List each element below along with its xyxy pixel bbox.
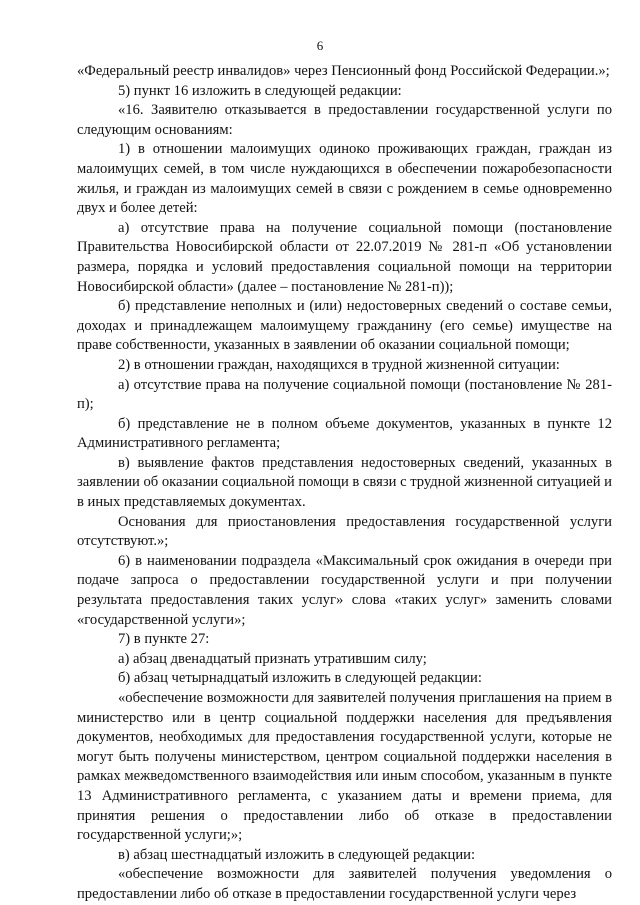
paragraph: 7) в пункте 27: [118,631,210,648]
paragraph: б) представление неполных и (или) недостоверных сведений о составе семьи, доходах и принадлежащем малоимущему гражданину (его семье) имуществе на праве собственности, указанных в заявлении об оказании социальной помощи; [77,298,612,354]
paragraph: б) абзац четырнадцатый изложить в следующей редакции: [118,670,482,687]
paragraph: в) абзац шестнадцатый изложить в следующей редакции: [118,846,476,863]
paragraph: а) отсутствие права на получение социальной помощи (постановление № 281-п); [77,376,612,413]
page-number: 6 [316,38,324,53]
paragraph: 1) в отношении малоимущих одиноко проживающих граждан, граждан из малоимущих семей, в том числе нуждающихся в обеспечении пожаробезопасности жилья, и граждан из малоимущих семей в связи с рождением в семье одновременно двух и более детей: [77,141,612,217]
paragraph: «Федеральный реестр инвалидов» через Пенсионный фонд Российской Федерации.»; [77,63,610,79]
paragraph: 5) пункт 16 изложить в следующей редакции: [118,82,402,99]
paragraph: в) выявление фактов представления недостоверных сведений, указанных в заявлении об оказании социальной помощи в связи с трудной жизненной ситуацией и в иных представляемых документах. [77,454,612,511]
paragraph: а) отсутствие права на получение социальной помощи (постановление Правительства Новосибирской области от 22.07.2019 № 281-п «Об установлении размера, порядка и условий предоставления социальной помощи на территории Новосибирской области» (далее – постановление № 281-п)); [77,219,612,295]
document-body [77,62,612,905]
paragraph: а) абзац двенадцатый признать утратившим силу; [118,650,427,667]
paragraph: «обеспечение возможности для заявителей получения приглашения на прием в министерство или в центр социальной поддержки населения для предъявления документов, необходимых для предоставления государственной услуги, которые не могут быть получены министерством, центром социальной поддержки населения в рамках межведомственного взаимодействия или иным способом, указанным в пункте 13 Административного регламента, с указанием даты и времени приема, для принятия решения о предоставлении либо об отказе в предоставлении государственной услуги;»; [77,690,612,844]
paragraph: Основания для приостановления предоставления государственной услуги отсутствуют.»; [77,513,612,550]
paragraph: «16. Заявителю отказывается в предоставлении государственной услуги по следующим основаниям: [77,102,612,138]
paragraph: 2) в отношении граждан, находящихся в трудной жизненной ситуации: [118,356,560,373]
paragraph: «обеспечение возможности для заявителей получения уведомления о предоставлении либо об отказе в предоставлении государственной услуги через [77,866,612,902]
paragraph: б) представление не в полном объеме документов, указанных в пункте 12 Административного регламента; [77,415,612,452]
paragraph: 6) в наименовании подраздела «Максимальный срок ожидания в очереди при подаче запроса о предоставлении государственной услуги и при получении результата предоставления таких услуг» слова «таких услуг» заменить словами «государственной услуги»; [77,552,612,628]
